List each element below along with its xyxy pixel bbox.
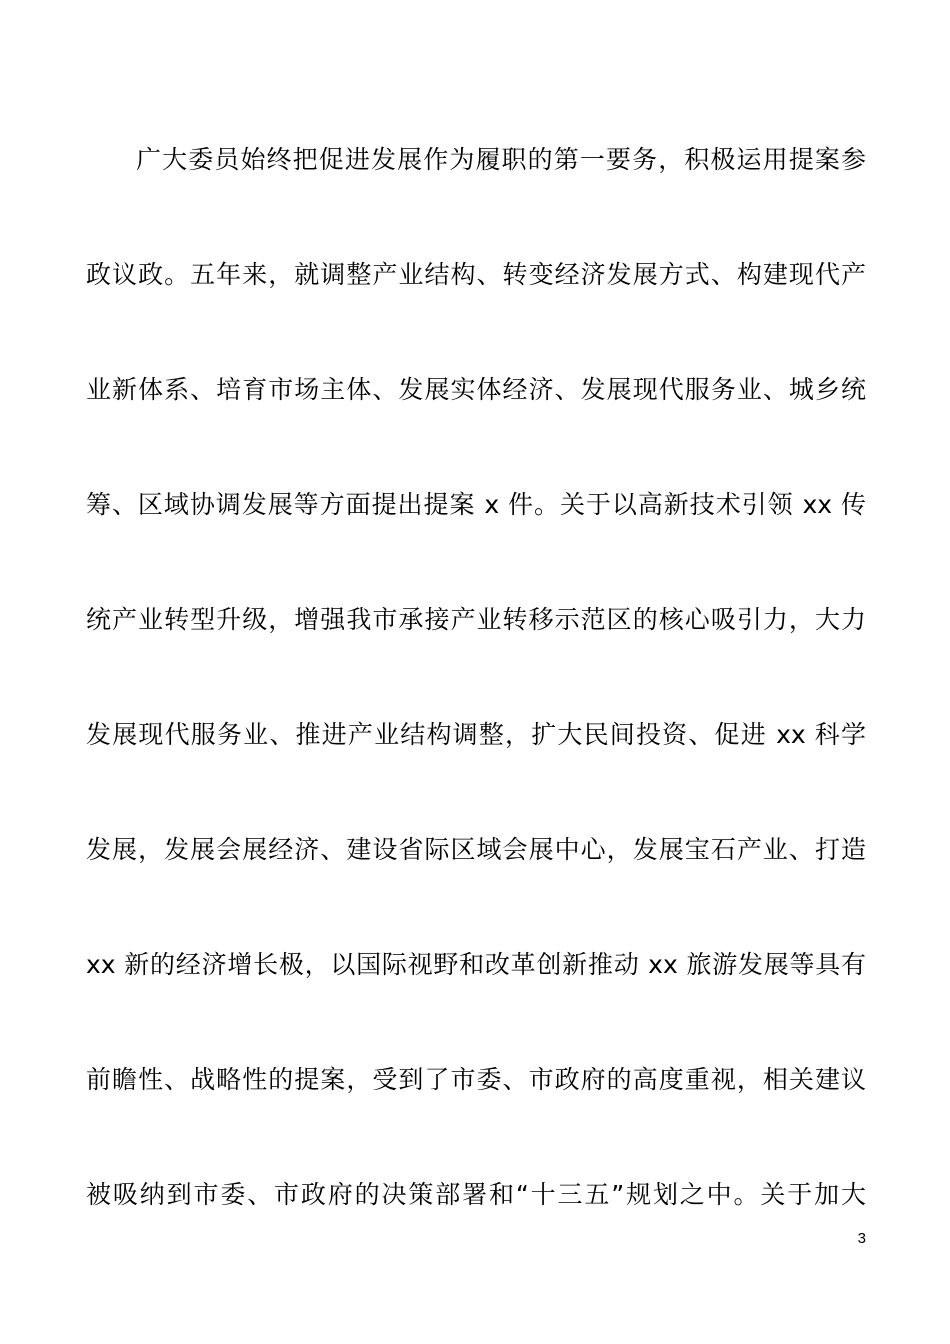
text-line-4: 筹、区域协调发展等方面提出提案 x 件。关于以高新技术引领 xx 传 [86,490,866,519]
text-line-5: 统产业转型升级，增强我市承接产业转移示范区的核心吸引力，大力 [86,605,866,634]
text-line-3: 业新体系、培育市场主体、发展实体经济、发展现代服务业、城乡统 [86,375,866,404]
text-line-1: 广大委员始终把促进发展作为履职的第一要务，积极运用提案参 [136,145,866,174]
text-line-6: 发展现代服务业、推进产业结构调整，扩大民间投资、促进 xx 科学 [86,720,866,749]
text-line-7: 发展，发展会展经济、建设省际区域会展中心，发展宝石产业、打造 [86,835,866,864]
text-line-2: 政议政。五年来，就调整产业结构、转变经济发展方式、构建现代产 [86,260,866,289]
text-line-9: 前瞻性、战略性的提案，受到了市委、市政府的高度重视，相关建议 [86,1065,866,1094]
body-paragraph [86,140,866,1290]
page-number: 3 [857,1230,866,1247]
text-line-8: xx 新的经济增长极，以国际视野和改革创新推动 xx 旅游发展等具有 [86,950,866,979]
text-line-10: 被吸纳到市委、市政府的决策部署和“十三五”规划之中。关于加大 [86,1180,866,1209]
